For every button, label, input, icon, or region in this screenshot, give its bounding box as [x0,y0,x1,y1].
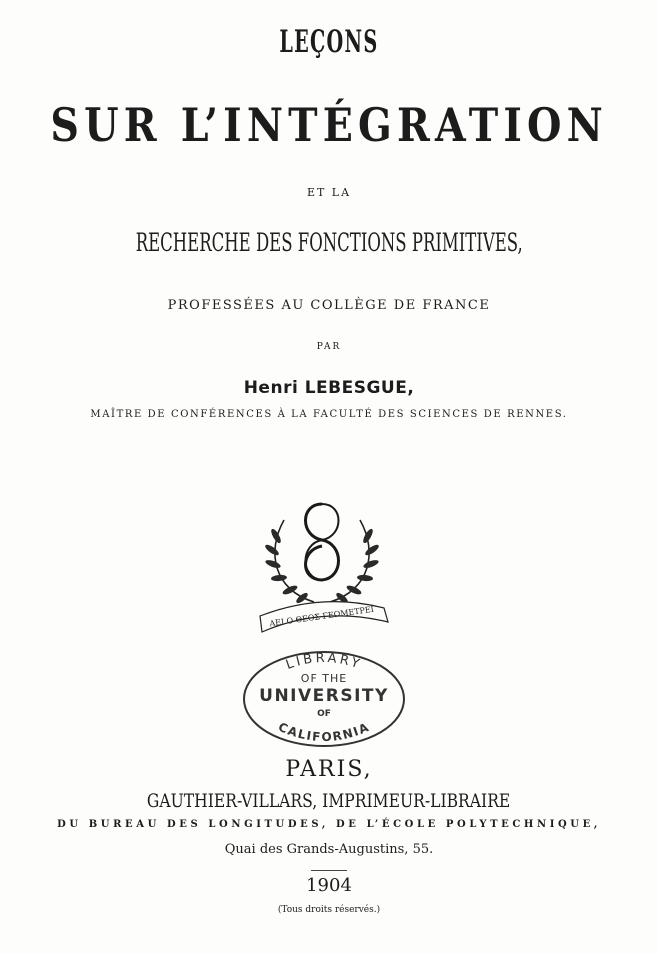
professed-line: PROFESSÉES AU COLLÈGE DE FRANCE [167,298,491,313]
publication-year: 1904 [306,875,352,896]
author-name: Henri LEBESGUE, [243,378,415,398]
svg-text:ΑΕΙ Ο ΘΕΟΣ ΓΕΩΜΕΤΡΕΙ: ΑΕΙ Ο ΘΕΟΣ ΓΕΩΜΕΤΡΕΙ [268,604,375,629]
rights-notice: (Tous droits réservés.) [277,905,381,915]
stamp-line-of: OF [317,709,331,719]
author-position: MAÎTRE DE CONFÉRENCES À LA FACULTÉ DES SCIENCES DE RENNES. [90,409,568,420]
stamp-line-of-the: OF THE [300,672,348,685]
imprint-city: PARIS, [285,757,373,782]
stamp-line-university: UNIVERSITY [259,686,389,706]
publisher-detail: DU BUREAU DES LONGITUDES, DE L’ÉCOLE POLYTECHNIQUE, [57,819,601,830]
by-line: PAR [316,342,342,352]
divider-rule [311,870,347,871]
laurel-monogram-seal-icon [252,492,392,642]
svg-text:LIBRARY: LIBRARY [284,650,364,673]
publisher-address: Quai des Grands-Augustins, 55. [224,842,434,857]
svg-text:CALIFORNIA: CALIFORNIA [276,719,372,745]
publisher-name: GAUTHIER-VILLARS, IMPRIMEUR-LIBRAIRE [147,790,511,812]
main-title: SUR L’INTÉGRATION [50,98,608,152]
title-lecons: LEÇONS [279,24,379,60]
title-conjunction: ET LA [306,186,352,199]
subtitle: RECHERCHE DES FONCTIONS PRIMITIVES, [135,228,523,257]
